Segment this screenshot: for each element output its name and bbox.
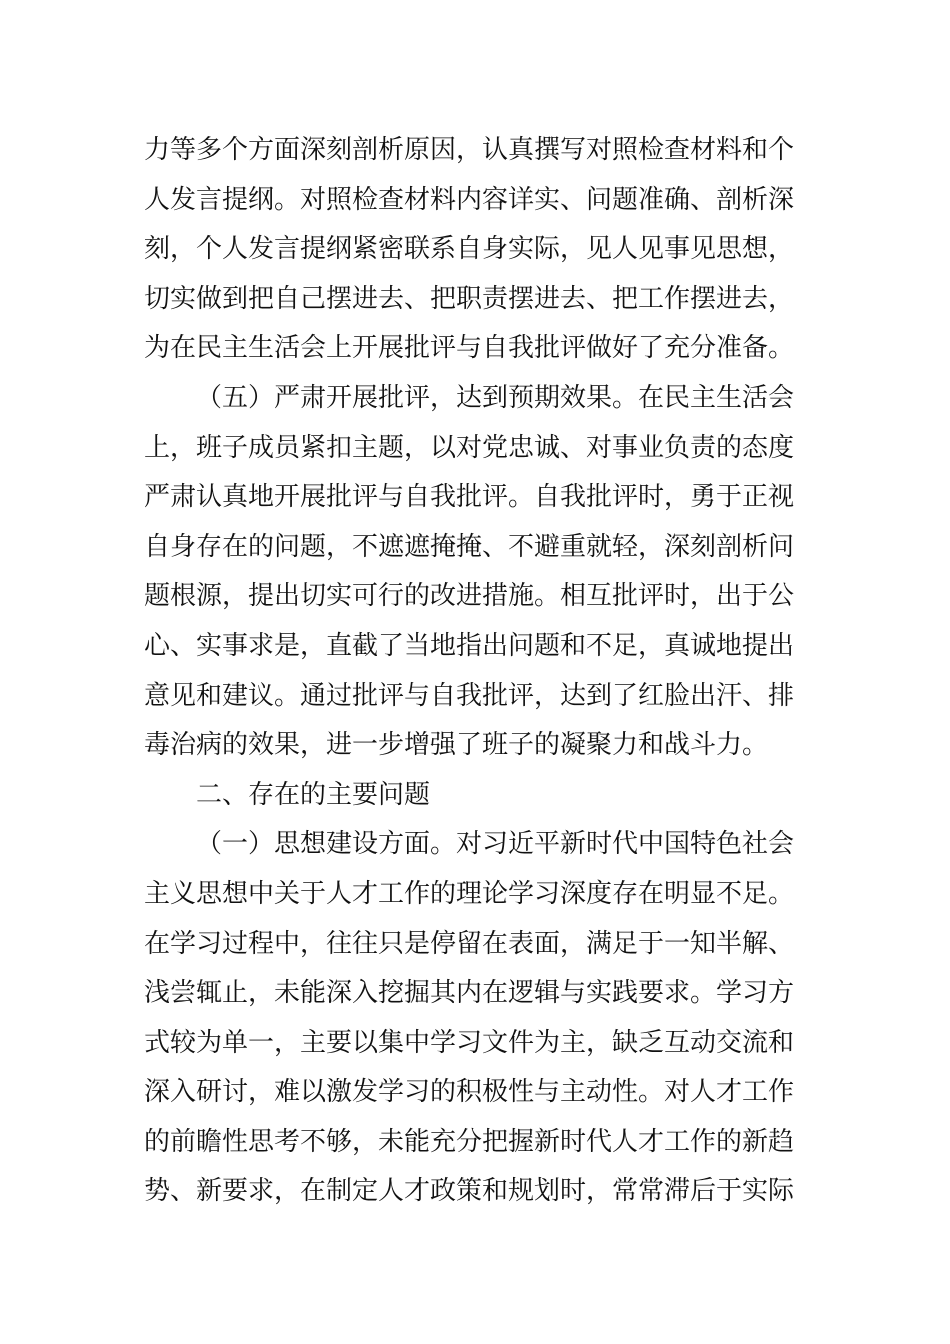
text-line: 深入研讨，难以激发学习的积极性与主动性。对人才工作 [144,1077,795,1108]
text-line: 势、新要求，在制定人才政策和规划时，常常滞后于实际 [144,1176,795,1207]
text-line: 人发言提纲。对照检查材料内容详实、问题准确、剖析深 [144,184,795,215]
text-line: 毒治病的效果，进一步增强了班子的凝聚力和战斗力。 [144,730,769,761]
paragraph-start-line: （五）严肃开展批评，达到预期效果。在民主生活会 [196,382,795,413]
text-line: 切实做到把自己摆进去、把职责摆进去、把工作摆进去， [144,283,795,314]
section-heading: 二、存在的主要问题 [196,779,431,810]
text-line: 主义思想中关于人才工作的理论学习深度存在明显不足。 [144,878,795,909]
text-line: 式较为单一，主要以集中学习文件为主，缺乏互动交流和 [144,1027,795,1058]
text-line: 为在民主生活会上开展批评与自我批评做好了充分准备。 [144,333,795,364]
document-body [144,126,812,1217]
text-line: 题根源，提出切实可行的改进措施。相互批评时，出于公 [144,581,795,612]
text-line: 严肃认真地开展批评与自我批评。自我批评时，勇于正视 [144,482,795,513]
text-line: 自身存在的问题，不遮遮掩掩、不避重就轻，深刻剖析问 [144,531,795,562]
text-line: 意见和建议。通过批评与自我批评，达到了红脸出汗、排 [144,680,795,711]
text-line: 力等多个方面深刻剖析原因，认真撰写对照检查材料和个 [144,135,795,165]
text-line: 的前瞻性思考不够，未能充分把握新时代人才工作的新趋 [144,1126,795,1157]
text-line: 在学习过程中，往往只是停留在表面，满足于一知半解、 [144,928,795,959]
text-line: 心、实事求是，直截了当地指出问题和不足，真诚地提出 [144,630,795,661]
paragraph-start-line: （一）思想建设方面。对习近平新时代中国特色社会 [196,829,795,860]
text-line: 刻，个人发言提纲紧密联系自身实际，见人见事见思想， [144,234,795,265]
text-line: 上，班子成员紧扣主题，以对党忠诚、对事业负责的态度 [144,432,795,463]
text-line: 浅尝辄止，未能深入挖掘其内在逻辑与实践要求。学习方 [144,978,795,1009]
